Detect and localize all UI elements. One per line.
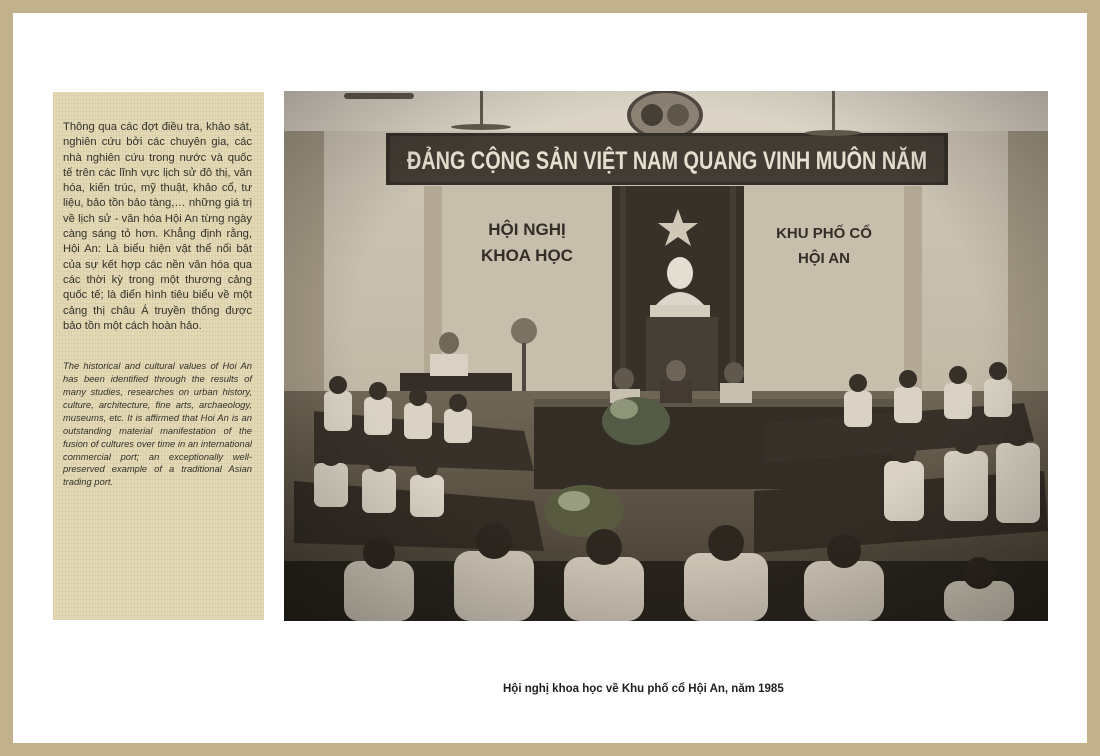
conference-photo [284, 91, 1048, 621]
english-paragraph: The historical and cultural values of Hoi An has been identified through the results of many studies, researches on urban history, culture, architecture, fine arts, archaeology, museums, etc. It is affirmed that Hoi An is an outstanding material manifestation of the fusion of cultures over time in an international commercial port; an exceptionally well-preserved example of a traditional Asian trading port. [63, 360, 252, 488]
photo-caption: Hội nghị khoa học về Khu phố cổ Hội An, năm 1985 [503, 683, 784, 695]
vietnamese-paragraph: Thông qua các đợt điều tra, khảo sát, nghiên cứu bởi các chuyên gia, các nhà nghiên cứu trong nước và quốc tế trên các lĩnh vực lịch sử đô thị, văn hóa, kiến trúc, mỹ thuật, khảo cổ, tư liệu, bảo tồn bảo tàng,… những giá trị về lịch sử - văn hóa Hội An từng ngày càng sáng tỏ hơn. Khẳng định rằng, Hội An: Là biểu hiện vật thể nổi bật của sự kết hợp các nền văn hóa qua các thời kỳ trong một thương cảng quốc tế; là điển hình tiêu biểu về một cảng thị châu Á truyền thống được bảo tồn một cách hoàn hảo. [63, 121, 252, 332]
page-sheet [13, 13, 1087, 743]
text-panel [53, 92, 264, 620]
